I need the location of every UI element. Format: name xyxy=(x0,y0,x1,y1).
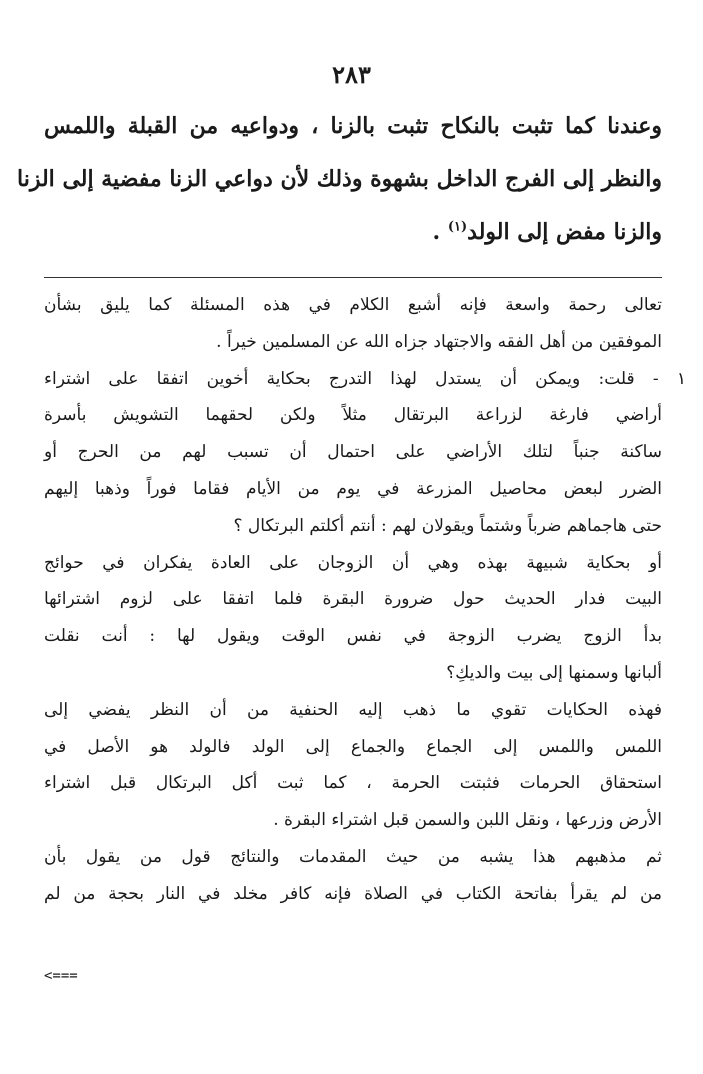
footnote-line: فهذه الحكايات تقوي ما ذهب إليه الحنفية من أن النظر يفضي إلى xyxy=(44,699,662,720)
footnote-line: البيت فدار الحديث حول ضرورة البقرة فلما اتفقا على لزوم اشترائها xyxy=(44,589,662,610)
footnote-line: ألبانها وسمنها إلى بيت والديكِ؟ xyxy=(446,662,662,683)
footnote-1-start: ١ - قلت: ويمكن أن يستدل لهذا التدرج بحكاية أخوين اتفقا على اشتراء xyxy=(44,368,686,389)
footnote-line: بدأ الزوج يضرب الزوجة في نفس الوقت ويقول لها : أنت نقلت xyxy=(44,626,662,647)
footnote-line: أو بحكاية شبيهة بهذه وهي أن الزوجان على العادة يفكران في حوائج xyxy=(44,552,662,573)
footnote-line: ساكنة جنباً لتلك الأراضي على احتمال أن تسبب لهم من الحرج أو xyxy=(44,442,662,463)
footnote-divider xyxy=(44,277,662,278)
footnote-line: حتى هاجماهم ضرباً وشتماً ويقولان لهم : أنتم أكلتم البرتكال ؟ xyxy=(233,515,662,536)
footnote-line: الأرض وزرعها ، ونقل اللبن والسمن قبل اشتراء البقرة . xyxy=(273,810,662,831)
continuation-marker: <=== xyxy=(44,968,78,984)
footnote-line: الضرر لبعض محاصيل المزرعة في يوم من الأيام فقاما فوراً وذهبا إليهم xyxy=(44,478,663,499)
footnotes-section xyxy=(44,287,686,913)
main-line-3-text: والزنا مفض إلى الولد xyxy=(467,219,662,245)
footnote-line: أراضي فارغة لزراعة البرتقال مثلاً ولكن لحقهما التشويش بأسرة xyxy=(44,405,662,426)
footnote-line: الموفقين من أهل الفقه والاجتهاد جزاه الله عن المسلمين خيراً . xyxy=(216,331,662,352)
footnote-line: ثم مذهبهم هذا يشبه من حيث المقدمات والنتائج قول من يقول بأن xyxy=(44,846,662,867)
main-line-3-tail: . xyxy=(432,219,448,245)
main-line-3 xyxy=(44,206,662,259)
footnote-line: استحقاق الحرمات فثبتت الحرمة ، كما ثبت أكل البرتكال قبل اشتراء xyxy=(44,773,662,794)
page-number: ٢٨٣ xyxy=(332,60,371,89)
main-text xyxy=(17,100,662,259)
main-line-1: وعندنا كما تثبت بالنكاح تثبت بالزنا ، ودواعيه من القبلة واللمس xyxy=(44,113,662,139)
footnote-line: من لم يقرأ بفاتحة الكتاب في الصلاة فإنه كافر مخلد في النار بحجة من لم xyxy=(44,883,662,904)
footnote-line: اللمس واللمس إلى الجماع والجماع إلى الولد فالولد هو الأصل في xyxy=(44,736,662,757)
main-line-2: والنظر إلى الفرج الداخل بشهوة وذلك لأن دواعي الزنا مفضية إلى الزنا xyxy=(17,166,662,192)
footnote-line: تعالى رحمة واسعة فإنه أشبع الكلام في هذه المسئلة كما يليق بشأن xyxy=(44,295,662,315)
footnote-reference[interactable]: (١) xyxy=(447,219,468,235)
